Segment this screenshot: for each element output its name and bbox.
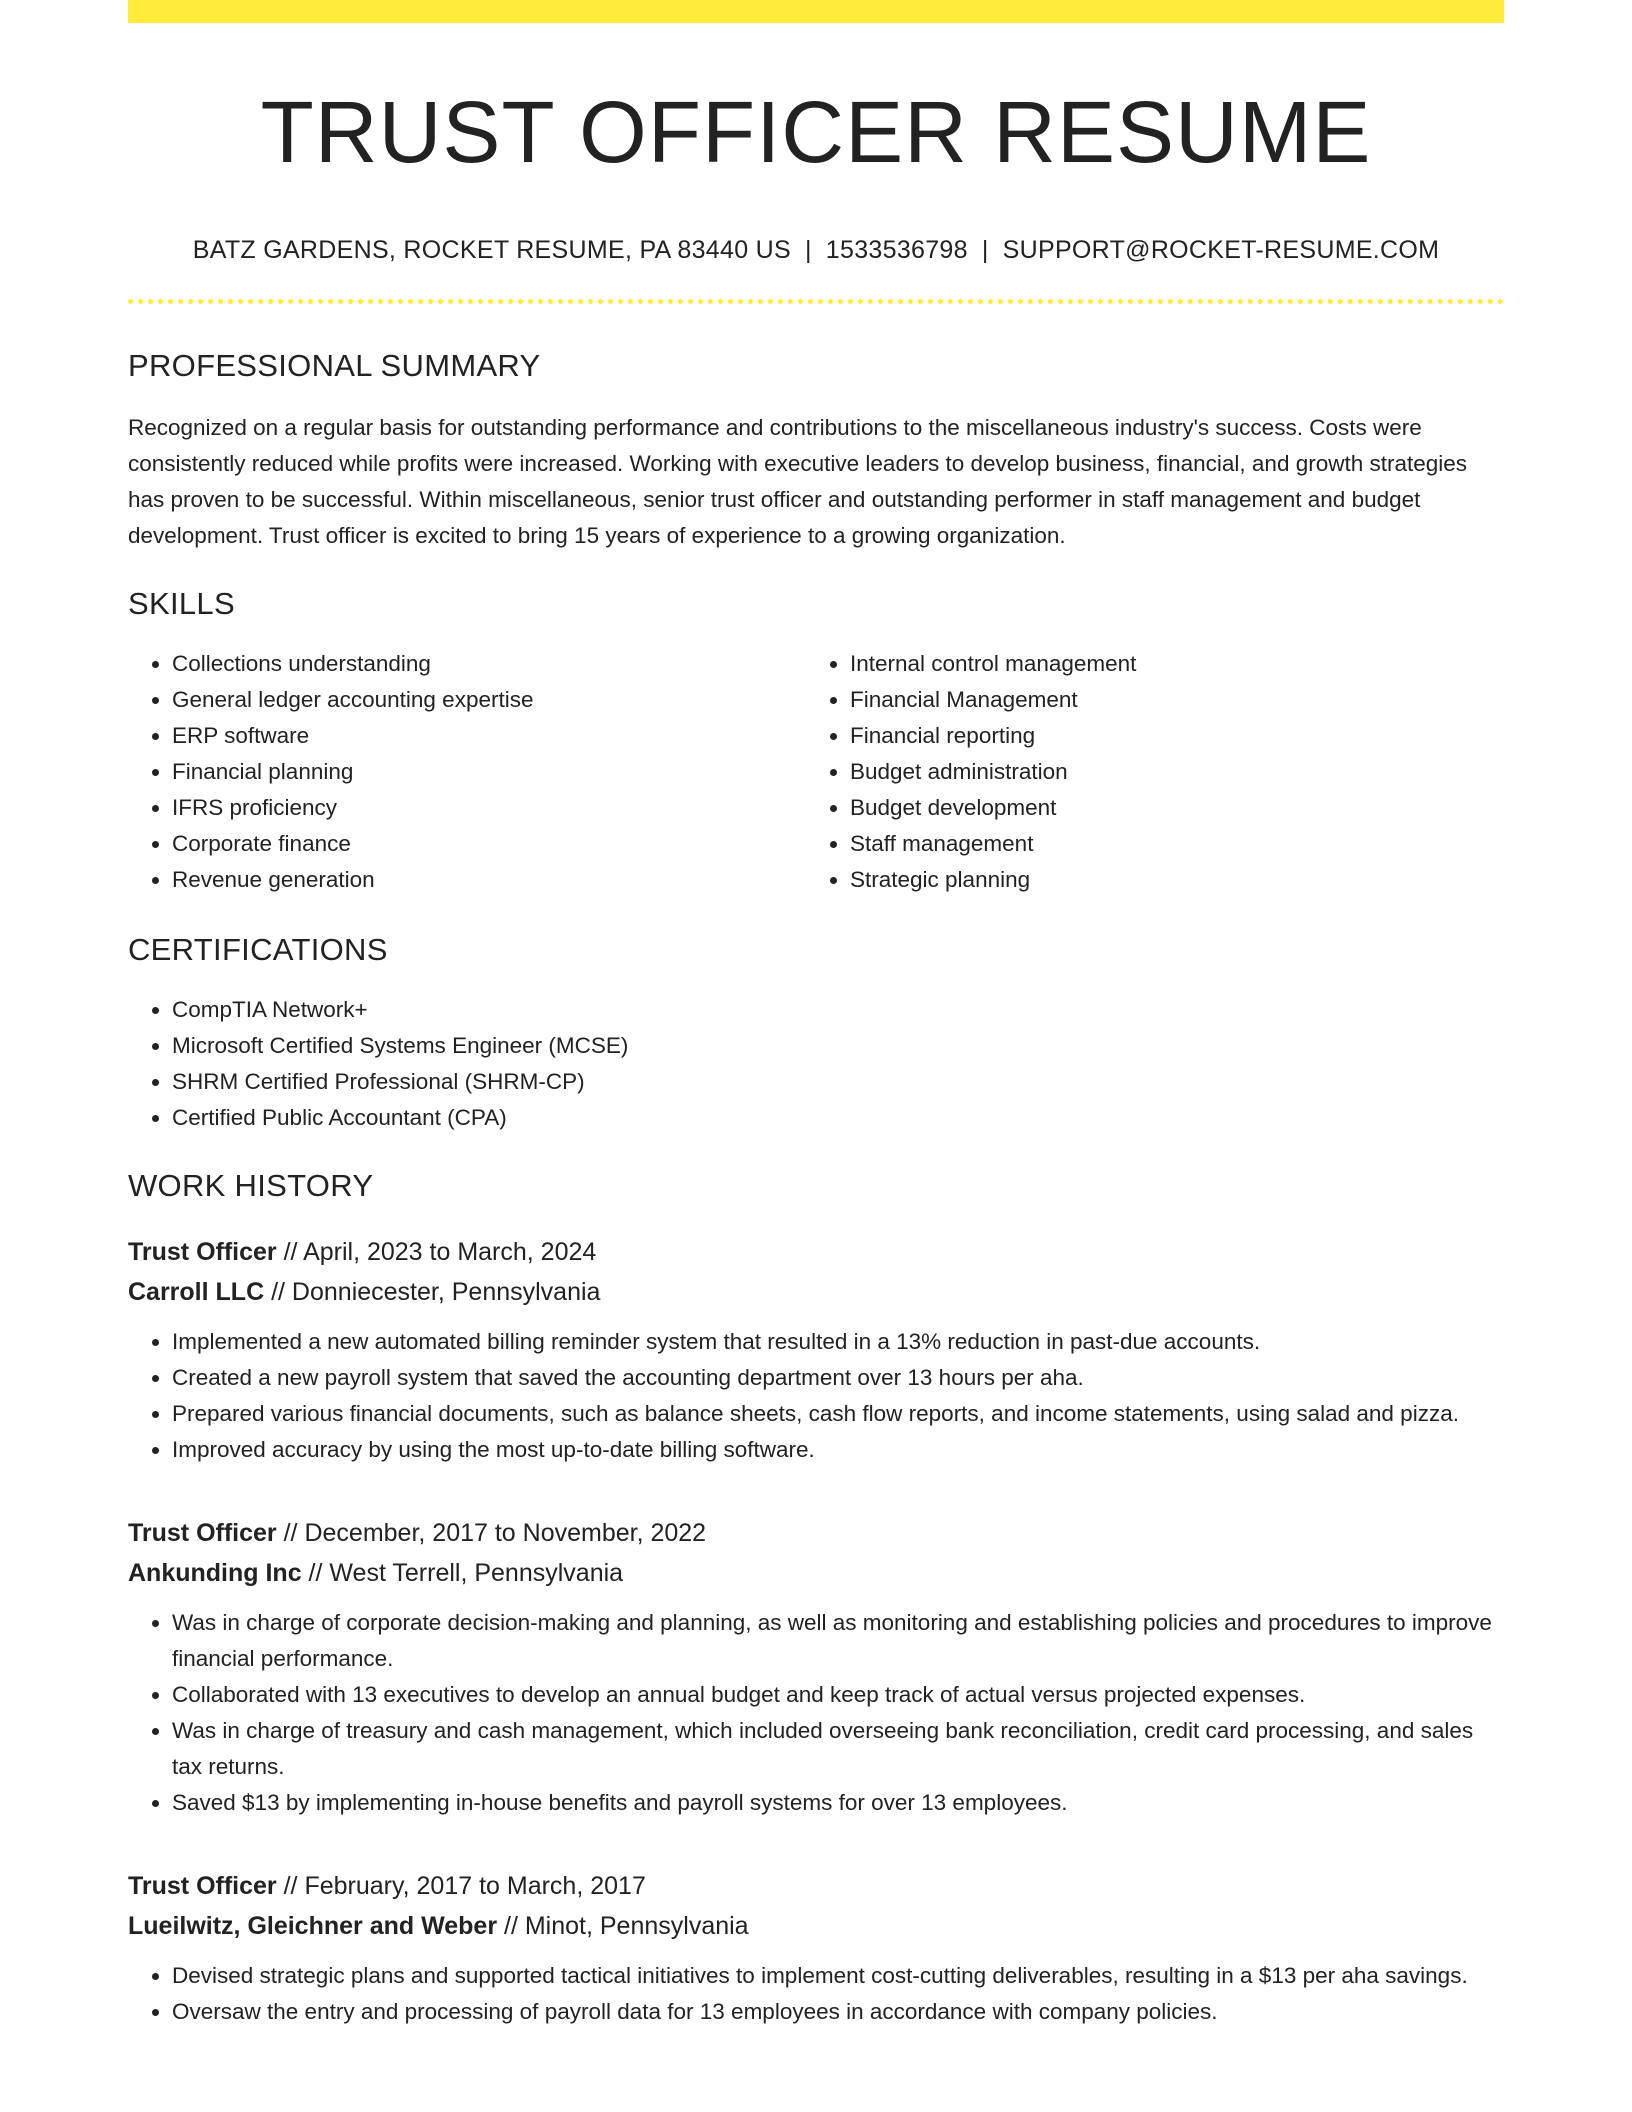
summary-heading: PROFESSIONAL SUMMARY [128,347,541,383]
job-company: Carroll LLC [128,1277,265,1306]
resume-page [128,0,1504,2030]
certification-item: • CompTIA Network+ [172,992,1504,1028]
skills-list-right [806,646,1484,898]
skill-item: • Financial reporting [850,718,1484,754]
job-dates: December, 2017 to November, 2022 [304,1518,707,1547]
job-dates: February, 2017 to March, 2017 [304,1871,646,1900]
job-company-line [128,1272,1504,1312]
job-separator: // [497,1911,525,1940]
job-entry [128,1513,1504,1821]
certification-item: • SHRM Certified Professional (SHRM-CP) [172,1064,1504,1100]
dotted-divider [128,299,1504,304]
job-title-line [128,1866,1504,1906]
job-bullet: • Collaborated with 13 executives to develop an annual budget and keep track of actual versus projected expenses. [172,1677,1504,1713]
contact-email: SUPPORT@ROCKET-RESUME.COM [1002,235,1440,264]
job-bullet: • Improved accuracy by using the most up-to-date billing software. [172,1432,1504,1468]
resume-title: TRUST OFFICER RESUME [260,84,1372,181]
skill-item: • General ledger accounting expertise [172,682,806,718]
skill-item: • Financial planning [172,754,806,790]
skill-item: • Collections understanding [172,646,806,682]
job-bullet: • Was in charge of corporate decision-making and planning, as well as monitoring and establishing policies and procedures to improve financial performance. [172,1605,1504,1677]
job-bullet: • Prepared various financial documents, such as balance sheets, cash flow reports, and income statements, using salad and pizza. [172,1396,1504,1432]
job-dates: April, 2023 to March, 2024 [303,1237,597,1266]
skills-columns [128,646,1504,898]
certification-item: • Certified Public Accountant (CPA) [172,1100,1504,1136]
job-bullet: • Created a new payroll system that saved the accounting department over 13 hours per aha. [172,1360,1504,1396]
job-location: Minot, Pennsylvania [524,1911,749,1940]
skills-heading: SKILLS [128,585,235,621]
contact-line [128,236,1504,265]
job-company-line [128,1906,1504,1946]
skill-item: • Financial Management [850,682,1484,718]
skill-item: • Staff management [850,826,1484,862]
certification-item: • Microsoft Certified Systems Engineer (MCSE) [172,1028,1504,1064]
skill-item: • IFRS proficiency [172,790,806,826]
certifications-heading: CERTIFICATIONS [128,931,388,967]
skill-item: • Budget administration [850,754,1484,790]
job-company-line [128,1553,1504,1593]
job-separator: // [301,1558,330,1587]
job-role: Trust Officer [128,1237,277,1266]
accent-bar [128,0,1504,23]
job-bullet: • Implemented a new automated billing reminder system that resulted in a 13% reduction in past-due accounts. [172,1324,1504,1360]
job-bullets [128,1324,1504,1468]
job-title-line [128,1232,1504,1272]
skill-item: • Budget development [850,790,1484,826]
job-location: Donniecester, Pennsylvania [291,1277,601,1306]
job-bullet: • Oversaw the entry and processing of payroll data for 13 employees in accordance with company policies. [172,1994,1504,2030]
job-bullets [128,1605,1504,1821]
job-company: Lueilwitz, Gleichner and Weber [128,1911,498,1940]
job-bullet: • Devised strategic plans and supported tactical initiatives to implement cost-cutting deliverables, resulting in a $13 per aha savings. [172,1958,1504,1994]
job-separator: // [276,1518,305,1547]
job-bullet: • Was in charge of treasury and cash management, which included overseeing bank reconciliation, credit card processing, and sales tax returns. [172,1713,1504,1785]
certifications-list [128,992,1504,1136]
skill-item: • Internal control management [850,646,1484,682]
skills-list-left [128,646,806,898]
job-separator: // [276,1871,305,1900]
contact-address: BATZ GARDENS, ROCKET RESUME, PA 83440 US [192,235,791,264]
job-bullet: • Saved $13 by implementing in-house benefits and payroll systems for over 13 employees. [172,1785,1504,1821]
job-separator: // [264,1277,292,1306]
job-role: Trust Officer [128,1871,277,1900]
contact-separator: | [981,235,989,264]
job-role: Trust Officer [128,1518,277,1547]
summary-text: Recognized on a regular basis for outstanding performance and contributions to the miscellaneous industry's success. Costs were consistently reduced while profits were increased. Working with executive leaders to develop business, financial, and growth strategies has proven to be successful. Within miscellaneous, senior trust officer and outstanding performer in staff management and budget development. Trust officer is excited to bring 15 years of experience to a growing organization. [128,414,1468,548]
job-location: West Terrell, Pennsylvania [329,1558,624,1587]
skill-item: • Revenue generation [172,862,806,898]
work-history-heading: WORK HISTORY [128,1167,374,1203]
job-company: Ankunding Inc [128,1558,302,1587]
skill-item: • ERP software [172,718,806,754]
contact-phone: 1533536798 [825,235,968,264]
skill-item: • Corporate finance [172,826,806,862]
job-entry [128,1232,1504,1468]
job-title-line [128,1513,1504,1553]
job-bullets [128,1958,1504,2030]
job-separator: // [276,1237,304,1266]
job-entry [128,1866,1504,2030]
contact-separator: | [805,235,812,264]
skill-item: • Strategic planning [850,862,1484,898]
